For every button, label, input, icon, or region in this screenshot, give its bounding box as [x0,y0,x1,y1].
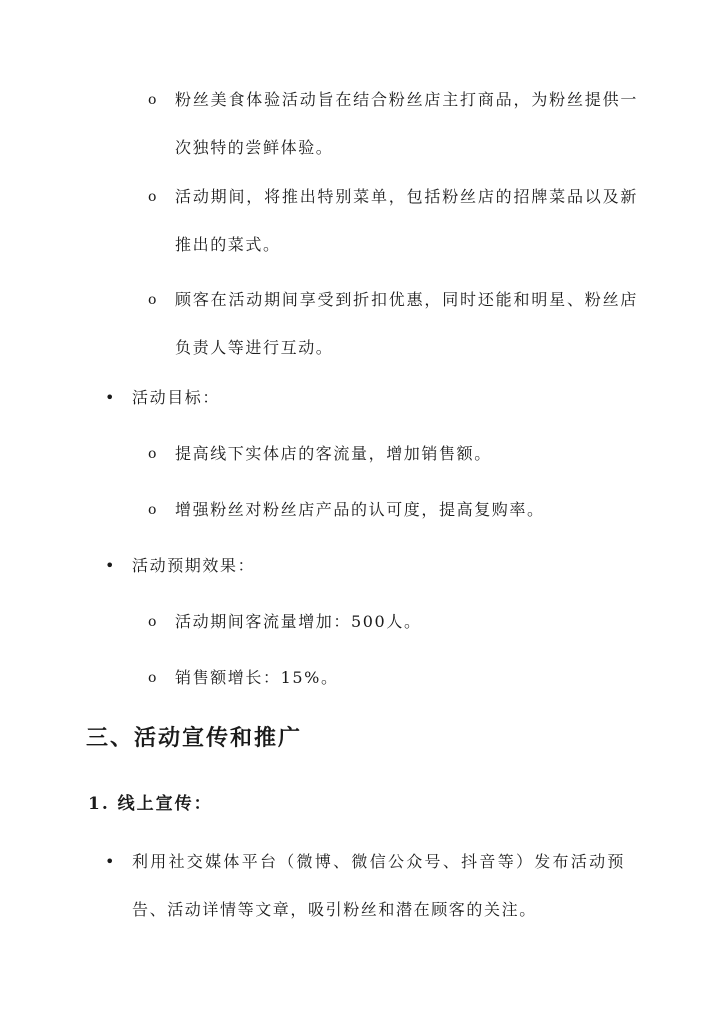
goal-bullet [105,374,625,422]
circle-bullet-icon: o [148,670,157,686]
list-item [148,276,638,372]
list-item-text: 活动期间客流量增加：500人。 [175,612,422,631]
circle-bullet-icon: o [148,92,157,108]
circle-bullet-icon: o [148,189,157,205]
goal-label: 活动目标： [132,388,221,407]
list-item [148,654,638,702]
list-item-text: 提高线下实体店的客流量，增加销售额。 [175,444,492,463]
list-item [148,486,638,534]
list-item-text: 利用社交媒体平台（微博、微信公众号、抖音等）发布活动预告、活动详情等文章，吸引粉丝和潜在顾客的关注。 [132,852,625,919]
effect-bullet [105,542,625,590]
list-item-text: 粉丝美食体验活动旨在结合粉丝店主打商品，为粉丝提供一次独特的尝鲜体验。 [175,90,638,157]
list-item [148,598,638,646]
list-item [105,838,625,934]
bullet-icon: • [105,388,115,407]
section-heading: 三、活动宣传和推广 [86,725,303,751]
list-item-text: 销售额增长：15%。 [175,668,339,687]
list-item-text: 增强粉丝对粉丝店产品的认可度，提高复购率。 [175,500,545,519]
list-item [148,173,638,269]
subsection-heading: 1. 线上宣传： [88,794,213,814]
list-item-text: 活动期间，将推出特别菜单，包括粉丝店的招牌菜品以及新推出的菜式。 [175,187,638,254]
circle-bullet-icon: o [148,446,157,462]
effect-label: 活动预期效果： [132,556,256,575]
list-item [148,430,638,478]
bullet-icon: • [105,556,115,575]
list-item-text: 顾客在活动期间享受到折扣优惠，同时还能和明星、粉丝店负责人等进行互动。 [175,290,638,357]
circle-bullet-icon: o [148,614,157,630]
circle-bullet-icon: o [148,292,157,308]
bullet-icon: • [105,852,115,871]
circle-bullet-icon: o [148,502,157,518]
list-item [148,76,638,172]
